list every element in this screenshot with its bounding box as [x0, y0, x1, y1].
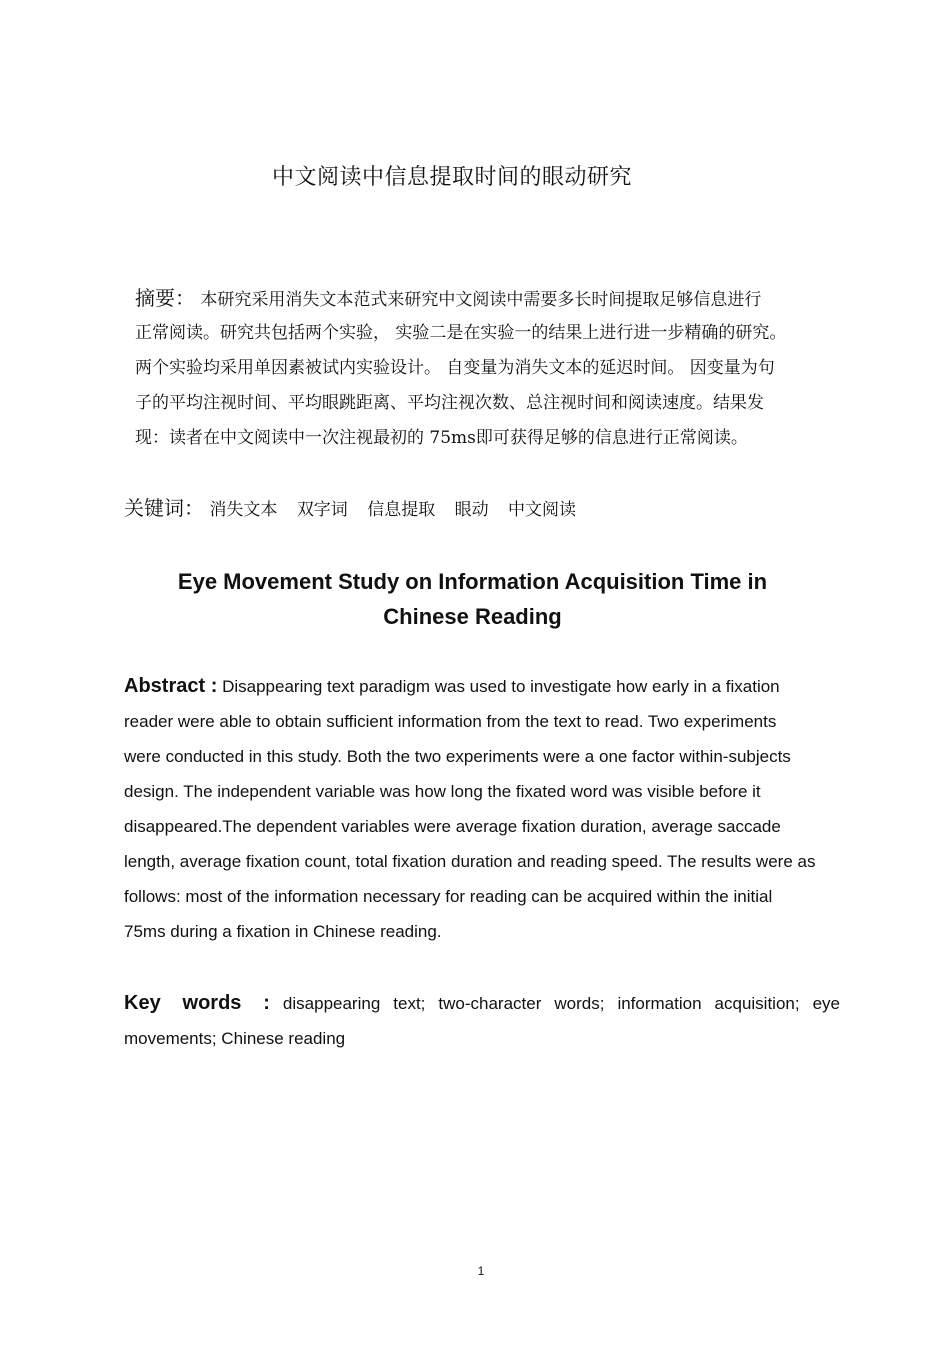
chinese-keyword: 中文阅读: [508, 500, 577, 520]
english-abstract-line-6: length, average fixation count, total fixation duration and reading speed. The results were as: [124, 852, 816, 871]
english-abstract-line-7: follows: most of the information necessary for reading can be acquired within the initial: [124, 887, 773, 906]
chinese-abstract: [135, 284, 835, 459]
chinese-abstract-line-4: 子的平均注视时间、平均眼跳距离、平均注视次数、总注视时间和阅读速度。结果发: [135, 393, 764, 413]
english-abstract-line-1: [124, 669, 854, 704]
chinese-keywords: [124, 492, 590, 521]
chinese-keyword: 消失文本: [209, 500, 278, 520]
chinese-abstract-line-1: [135, 284, 835, 319]
english-abstract-line-4: design. The independent variable was how long the fixated word was visible before it: [124, 782, 761, 801]
english-abstract-line-2: reader were able to obtain sufficient information from the text to read. Two experiments: [124, 712, 777, 731]
chinese-keyword: 眼动: [454, 500, 489, 520]
english-keywords-text: disappearing text; two-character words; information acquisition; eye: [282, 994, 840, 1013]
english-keywords-label: Key words :: [124, 992, 270, 1014]
english-abstract-text: Disappearing text paradigm was used to investigate how early in a fixation: [222, 677, 780, 696]
chinese-abstract-line-5: 现：读者在中文阅读中一次注视最初的 75ms即可获得足够的信息进行正常阅读。: [135, 428, 748, 448]
english-keywords: [124, 986, 840, 1056]
chinese-abstract-line-2: 正常阅读。研究共包括两个实验， 实验二是在实验一的结果上进行进一步精确的研究。: [135, 323, 787, 343]
english-abstract-line-8: 75ms during a fixation in Chinese reading.: [124, 922, 442, 941]
chinese-title: 中文阅读中信息提取时间的眼动研究: [271, 165, 632, 190]
english-abstract-label: Abstract :: [124, 675, 218, 697]
english-title-line-2: Chinese Reading: [383, 604, 562, 629]
chinese-abstract-label: 摘要：: [135, 286, 195, 310]
english-title: [140, 564, 805, 634]
page-number: 1: [477, 1264, 485, 1278]
chinese-abstract-line-3: 两个实验均采用单因素被试内实验设计。 自变量为消失文本的延迟时间。 因变量为句: [135, 358, 775, 378]
chinese-keyword: 信息提取: [367, 500, 436, 520]
chinese-abstract-text: 本研究采用消失文本范式来研究中文阅读中需要多长时间提取足够信息进行: [200, 290, 762, 310]
english-keywords-line-2: movements; Chinese reading: [124, 1029, 346, 1048]
english-title-line-1: Eye Movement Study on Information Acquisition Time in: [177, 569, 768, 594]
english-abstract-line-3: were conducted in this study. Both the two experiments were a one factor within-subjects: [124, 747, 791, 766]
chinese-keyword: 双字词: [296, 500, 348, 520]
english-keywords-line-1: [124, 986, 840, 1021]
english-abstract: [124, 669, 854, 949]
english-abstract-line-5: disappeared.The dependent variables were average fixation duration, average saccade: [124, 817, 781, 836]
chinese-keywords-label: 关键词：: [124, 496, 204, 520]
